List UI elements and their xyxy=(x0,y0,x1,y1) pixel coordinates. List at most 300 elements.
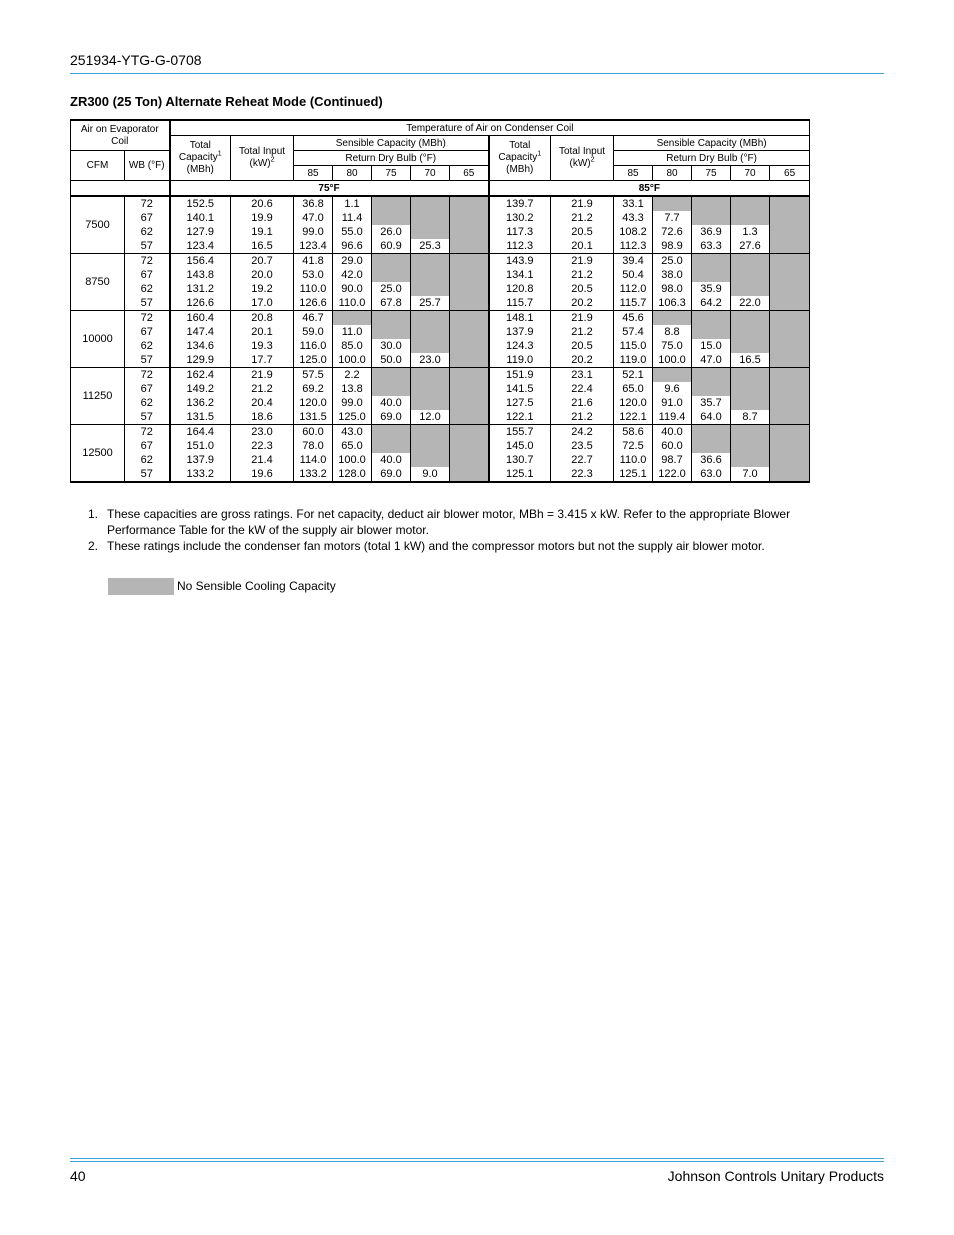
sensible-capacity-cell xyxy=(411,325,450,339)
table-row xyxy=(71,425,810,440)
total-input-cell: 22.7 xyxy=(551,453,614,467)
sensible-capacity-cell: 50.0 xyxy=(372,353,411,368)
table-row xyxy=(71,239,810,254)
total-capacity-cell: 133.2 xyxy=(170,467,231,482)
table-row xyxy=(71,282,810,296)
table-row xyxy=(71,410,810,425)
cfm-header: CFM xyxy=(71,151,125,181)
sensible-capacity-cell: 22.0 xyxy=(731,296,770,311)
sensible-capacity-cell: 114.0 xyxy=(294,453,333,467)
footnote-number: 1. xyxy=(88,507,99,521)
sensible-capacity-cell: 26.0 xyxy=(372,225,411,239)
total-input-cell: 20.2 xyxy=(551,296,614,311)
sensible-capacity-cell: 119.4 xyxy=(653,410,692,425)
total-capacity-header-b: Total Capacity$^1$ (MBh) xyxy=(489,136,551,181)
sensible-capacity-cell xyxy=(692,425,731,440)
total-capacity-cell: 143.9 xyxy=(489,254,551,269)
sensible-capacity-cell xyxy=(450,296,489,311)
sensible-capacity-cell xyxy=(731,396,770,410)
sensible-capacity-cell xyxy=(450,453,489,467)
sensible-capacity-cell xyxy=(692,311,731,326)
sensible-capacity-cell xyxy=(411,425,450,440)
sensible-capacity-cell: 133.2 xyxy=(294,467,333,482)
sensible-capacity-cell: 50.4 xyxy=(614,268,653,282)
sensible-capacity-cell xyxy=(770,296,810,311)
page-title: ZR300 (25 Ton) Alternate Reheat Mode (Continued) xyxy=(70,94,383,109)
sensible-capacity-cell: 69.0 xyxy=(372,410,411,425)
sensible-capacity-cell: 60.9 xyxy=(372,239,411,254)
total-capacity-cell: 112.3 xyxy=(489,239,551,254)
table-row xyxy=(71,296,810,311)
sensible-capacity-cell: 69.2 xyxy=(294,382,333,396)
sensible-capacity-cell: 100.0 xyxy=(333,353,372,368)
sensible-capacity-cell xyxy=(731,439,770,453)
total-capacity-cell: 123.4 xyxy=(170,239,231,254)
sensible-capacity-cell xyxy=(372,254,411,269)
sensible-capacity-cell xyxy=(450,225,489,239)
total-capacity-cell: 127.9 xyxy=(170,225,231,239)
total-input-cell: 20.1 xyxy=(231,325,294,339)
total-input-cell: 20.5 xyxy=(551,339,614,353)
table-row xyxy=(71,453,810,467)
sensible-capacity-cell xyxy=(770,211,810,225)
sensible-capacity-cell: 106.3 xyxy=(653,296,692,311)
legend-swatch xyxy=(108,578,174,595)
sensible-capacity-cell xyxy=(692,325,731,339)
wb-cell: 62 xyxy=(125,282,170,296)
sensible-capacity-cell: 110.0 xyxy=(294,282,333,296)
sensible-capacity-cell xyxy=(450,339,489,353)
sensible-capacity-cell: 123.4 xyxy=(294,239,333,254)
sensible-capacity-cell: 25.0 xyxy=(653,254,692,269)
sensible-capacity-cell xyxy=(770,353,810,368)
wb-cell: 57 xyxy=(125,239,170,254)
sensible-capacity-cell xyxy=(450,439,489,453)
sensible-capacity-cell: 8.8 xyxy=(653,325,692,339)
sensible-capacity-cell xyxy=(411,196,450,211)
total-capacity-cell: 149.2 xyxy=(170,382,231,396)
total-input-cell: 23.1 xyxy=(551,368,614,383)
total-capacity-cell: 137.9 xyxy=(489,325,551,339)
footnote-number: 2. xyxy=(88,539,99,553)
total-input-cell: 21.9 xyxy=(551,196,614,211)
table-row xyxy=(71,254,810,269)
total-capacity-cell: 164.4 xyxy=(170,425,231,440)
sensible-capacity-cell: 85.0 xyxy=(333,339,372,353)
sensible-capacity-cell xyxy=(372,439,411,453)
sensible-capacity-cell xyxy=(653,368,692,383)
table-row xyxy=(71,353,810,368)
total-capacity-cell: 134.6 xyxy=(170,339,231,353)
wb-cell: 57 xyxy=(125,353,170,368)
table-row xyxy=(71,325,810,339)
sensible-capacity-cell: 112.0 xyxy=(614,282,653,296)
total-input-cell: 20.5 xyxy=(551,282,614,296)
sensible-capacity-cell: 112.3 xyxy=(614,239,653,254)
db-col-b: 85 xyxy=(614,166,653,181)
sensible-capacity-cell xyxy=(731,339,770,353)
total-input-cell: 22.3 xyxy=(551,467,614,482)
sensible-capacity-cell xyxy=(450,254,489,269)
sensible-capacity-cell: 98.9 xyxy=(653,239,692,254)
sensible-capacity-cell: 55.0 xyxy=(333,225,372,239)
sensible-capacity-cell: 91.0 xyxy=(653,396,692,410)
sensible-capacity-cell xyxy=(770,467,810,482)
sensible-capacity-cell: 110.0 xyxy=(614,453,653,467)
total-input-cell: 21.2 xyxy=(551,325,614,339)
sensible-capacity-cell: 36.8 xyxy=(294,196,333,211)
sensible-capacity-cell: 65.0 xyxy=(614,382,653,396)
sensible-capacity-cell: 11.4 xyxy=(333,211,372,225)
total-capacity-cell: 151.0 xyxy=(170,439,231,453)
sensible-capacity-cell: 67.8 xyxy=(372,296,411,311)
sensible-capacity-cell xyxy=(372,268,411,282)
sensible-capacity-cell xyxy=(770,254,810,269)
sensible-capacity-cell xyxy=(411,439,450,453)
total-capacity-cell: 122.1 xyxy=(489,410,551,425)
sensible-capacity-cell xyxy=(411,254,450,269)
footnotes xyxy=(88,506,808,554)
sensible-capacity-cell: 47.0 xyxy=(294,211,333,225)
db-col-b: 65 xyxy=(770,166,810,181)
footnote xyxy=(88,506,808,538)
sensible-capacity-cell: 52.1 xyxy=(614,368,653,383)
sensible-capacity-cell xyxy=(692,254,731,269)
total-input-cell: 20.8 xyxy=(231,311,294,326)
sensible-capacity-cell: 60.0 xyxy=(653,439,692,453)
sensible-capacity-cell xyxy=(411,225,450,239)
total-capacity-cell: 151.9 xyxy=(489,368,551,383)
document-id: 251934-YTG-G-0708 xyxy=(70,52,202,68)
sensible-capacity-cell: 57.4 xyxy=(614,325,653,339)
sensible-capacity-cell xyxy=(692,368,731,383)
total-capacity-cell: 143.8 xyxy=(170,268,231,282)
wb-cell: 57 xyxy=(125,467,170,482)
sensible-capacity-cell xyxy=(450,382,489,396)
total-capacity-header-a: Total Capacity$^1$ (MBh) xyxy=(170,136,231,181)
sensible-capacity-cell: 25.7 xyxy=(411,296,450,311)
total-input-header-a: Total Input (kW)$^2$ xyxy=(231,136,294,181)
sensible-capacity-cell xyxy=(770,196,810,211)
sensible-capacity-cell xyxy=(450,239,489,254)
total-capacity-cell: 162.4 xyxy=(170,368,231,383)
total-capacity-cell: 141.5 xyxy=(489,382,551,396)
total-capacity-cell: 139.7 xyxy=(489,196,551,211)
total-capacity-cell: 126.6 xyxy=(170,296,231,311)
total-input-cell: 21.6 xyxy=(551,396,614,410)
sensible-capacity-cell xyxy=(692,382,731,396)
sensible-capacity-cell: 23.0 xyxy=(411,353,450,368)
sensible-capacity-cell xyxy=(411,311,450,326)
sensible-capacity-cell: 35.7 xyxy=(692,396,731,410)
db-col-a: 65 xyxy=(450,166,489,181)
total-input-cell: 20.6 xyxy=(231,196,294,211)
total-input-cell: 20.0 xyxy=(231,268,294,282)
sensible-capacity-cell: 25.0 xyxy=(372,282,411,296)
sensible-capacity-cell xyxy=(411,268,450,282)
total-input-header-b: Total Input (kW)$^2$ xyxy=(551,136,614,181)
sensible-capacity-cell: 30.0 xyxy=(372,339,411,353)
total-input-cell: 21.2 xyxy=(551,268,614,282)
sensible-capacity-cell xyxy=(731,311,770,326)
sensible-capacity-cell xyxy=(411,339,450,353)
total-input-cell: 19.6 xyxy=(231,467,294,482)
sensible-capacity-cell: 116.0 xyxy=(294,339,333,353)
publisher-name: Johnson Controls Unitary Products xyxy=(667,1168,884,1184)
total-capacity-cell: 147.4 xyxy=(170,325,231,339)
sensible-capacity-cell: 60.0 xyxy=(294,425,333,440)
sensible-capacity-cell: 99.0 xyxy=(294,225,333,239)
sensible-capacity-cell xyxy=(692,196,731,211)
sensible-capacity-cell: 1.3 xyxy=(731,225,770,239)
sensible-capacity-cell xyxy=(411,453,450,467)
total-input-cell: 19.9 xyxy=(231,211,294,225)
sensible-capacity-cell xyxy=(372,368,411,383)
sensible-capacity-cell: 12.0 xyxy=(411,410,450,425)
cfm-cell: 8750 xyxy=(71,254,125,311)
sensible-capacity-cell: 100.0 xyxy=(653,353,692,368)
sensible-capacity-cell: 40.0 xyxy=(372,396,411,410)
sensible-capacity-cell: 115.0 xyxy=(614,339,653,353)
return-dry-bulb-header-a: Return Dry Bulb (°F) xyxy=(294,151,489,166)
sensible-capacity-cell xyxy=(450,467,489,482)
sensible-capacity-cell xyxy=(770,225,810,239)
sensible-capacity-cell xyxy=(731,425,770,440)
sensible-capacity-cell: 46.7 xyxy=(294,311,333,326)
sensible-capacity-cell xyxy=(770,311,810,326)
performance-table xyxy=(70,119,809,483)
sensible-capacity-cell xyxy=(372,311,411,326)
footer-rule xyxy=(70,1161,884,1162)
wb-cell: 62 xyxy=(125,225,170,239)
header-rule xyxy=(70,73,884,74)
total-input-cell: 24.2 xyxy=(551,425,614,440)
sensible-capacity-cell xyxy=(731,282,770,296)
total-capacity-cell: 130.2 xyxy=(489,211,551,225)
sensible-capacity-cell: 39.4 xyxy=(614,254,653,269)
sensible-capacity-cell xyxy=(731,211,770,225)
total-capacity-cell: 124.3 xyxy=(489,339,551,353)
sensible-capacity-cell: 63.0 xyxy=(692,467,731,482)
return-dry-bulb-header-b: Return Dry Bulb (°F) xyxy=(614,151,810,166)
table-row xyxy=(71,196,810,211)
wb-cell: 72 xyxy=(125,311,170,326)
sensible-capacity-cell xyxy=(372,325,411,339)
sensible-capacity-cell xyxy=(411,382,450,396)
legend-label: No Sensible Cooling Capacity xyxy=(177,579,336,593)
total-input-cell: 19.2 xyxy=(231,282,294,296)
cfm-cell: 12500 xyxy=(71,425,125,483)
cfm-cell: 11250 xyxy=(71,368,125,425)
sensible-capacity-cell xyxy=(731,382,770,396)
sensible-capacity-cell: 64.2 xyxy=(692,296,731,311)
wb-cell: 67 xyxy=(125,382,170,396)
sensible-capacity-cell xyxy=(411,396,450,410)
cfm-cell: 10000 xyxy=(71,311,125,368)
sensible-capacity-cell xyxy=(372,382,411,396)
total-capacity-cell: 137.9 xyxy=(170,453,231,467)
table-row xyxy=(71,339,810,353)
total-input-cell: 21.9 xyxy=(551,311,614,326)
sensible-capacity-cell xyxy=(450,282,489,296)
sensible-capacity-cell: 11.0 xyxy=(333,325,372,339)
total-capacity-cell: 120.8 xyxy=(489,282,551,296)
total-capacity-cell: 148.1 xyxy=(489,311,551,326)
sensible-capacity-cell: 7.7 xyxy=(653,211,692,225)
sensible-capacity-cell: 128.0 xyxy=(333,467,372,482)
sensible-capacity-cell xyxy=(450,410,489,425)
sensible-capacity-cell xyxy=(372,425,411,440)
total-input-cell: 20.4 xyxy=(231,396,294,410)
wb-cell: 62 xyxy=(125,453,170,467)
sensible-capacity-cell xyxy=(770,425,810,440)
sensible-capacity-cell: 29.0 xyxy=(333,254,372,269)
db-col-b: 80 xyxy=(653,166,692,181)
sensible-capacity-cell xyxy=(450,325,489,339)
sensible-capacity-cell: 57.5 xyxy=(294,368,333,383)
sensible-capacity-cell: 13.8 xyxy=(333,382,372,396)
total-capacity-cell: 119.0 xyxy=(489,353,551,368)
total-capacity-cell: 145.0 xyxy=(489,439,551,453)
sensible-capacity-cell: 125.0 xyxy=(333,410,372,425)
total-capacity-cell: 125.1 xyxy=(489,467,551,482)
sensible-capacity-cell: 100.0 xyxy=(333,453,372,467)
condenser-temp-75: 75°F xyxy=(170,181,489,197)
sensible-capacity-cell: 99.0 xyxy=(333,396,372,410)
sensible-capacity-cell xyxy=(450,196,489,211)
total-capacity-cell: 155.7 xyxy=(489,425,551,440)
sensible-capacity-cell xyxy=(653,196,692,211)
db-col-a: 80 xyxy=(333,166,372,181)
sensible-capacity-cell xyxy=(692,439,731,453)
sensible-capacity-cell: 58.6 xyxy=(614,425,653,440)
sensible-capacity-header-a: Sensible Capacity (MBh) xyxy=(294,136,489,151)
page-number: 40 xyxy=(70,1168,86,1184)
sensible-capacity-cell: 125.0 xyxy=(294,353,333,368)
total-input-cell: 22.3 xyxy=(231,439,294,453)
wb-cell: 72 xyxy=(125,425,170,440)
sensible-capacity-cell: 42.0 xyxy=(333,268,372,282)
db-col-a: 75 xyxy=(372,166,411,181)
sensible-capacity-cell: 9.0 xyxy=(411,467,450,482)
sensible-capacity-cell: 16.5 xyxy=(731,353,770,368)
total-capacity-cell: 152.5 xyxy=(170,196,231,211)
footer-rule xyxy=(70,1158,884,1159)
sensible-capacity-cell xyxy=(450,311,489,326)
total-capacity-cell: 160.4 xyxy=(170,311,231,326)
sensible-capacity-cell: 64.0 xyxy=(692,410,731,425)
total-input-cell: 23.5 xyxy=(551,439,614,453)
condenser-temp-85: 85°F xyxy=(489,181,810,197)
sensible-capacity-cell xyxy=(770,410,810,425)
sensible-capacity-cell xyxy=(411,282,450,296)
sensible-capacity-cell xyxy=(731,254,770,269)
sensible-capacity-cell: 38.0 xyxy=(653,268,692,282)
db-col-a: 70 xyxy=(411,166,450,181)
total-capacity-cell: 117.3 xyxy=(489,225,551,239)
total-capacity-cell: 131.5 xyxy=(170,410,231,425)
sensible-capacity-cell xyxy=(770,439,810,453)
sensible-capacity-cell xyxy=(692,211,731,225)
sensible-capacity-cell xyxy=(770,282,810,296)
sensible-capacity-cell: 122.0 xyxy=(653,467,692,482)
wb-cell: 57 xyxy=(125,296,170,311)
sensible-capacity-cell xyxy=(731,453,770,467)
total-input-cell: 21.4 xyxy=(231,453,294,467)
sensible-capacity-cell xyxy=(731,196,770,211)
sensible-capacity-cell: 78.0 xyxy=(294,439,333,453)
table-row xyxy=(71,268,810,282)
wb-cell: 57 xyxy=(125,410,170,425)
sensible-capacity-cell: 98.0 xyxy=(653,282,692,296)
sensible-capacity-cell: 90.0 xyxy=(333,282,372,296)
sensible-capacity-cell: 108.2 xyxy=(614,225,653,239)
sensible-capacity-cell: 40.0 xyxy=(653,425,692,440)
wb-cell: 67 xyxy=(125,325,170,339)
wb-cell: 62 xyxy=(125,339,170,353)
total-input-cell: 19.1 xyxy=(231,225,294,239)
sensible-capacity-cell: 9.6 xyxy=(653,382,692,396)
total-capacity-cell: 115.7 xyxy=(489,296,551,311)
total-input-cell: 20.7 xyxy=(231,254,294,269)
sensible-capacity-cell xyxy=(770,339,810,353)
sensible-capacity-cell xyxy=(770,368,810,383)
total-input-cell: 21.9 xyxy=(231,368,294,383)
total-capacity-cell: 127.5 xyxy=(489,396,551,410)
sensible-capacity-cell xyxy=(770,396,810,410)
sensible-capacity-cell: 36.6 xyxy=(692,453,731,467)
total-capacity-cell: 156.4 xyxy=(170,254,231,269)
wb-cell: 72 xyxy=(125,254,170,269)
sensible-capacity-cell: 122.1 xyxy=(614,410,653,425)
total-input-cell: 20.5 xyxy=(551,225,614,239)
footnote-text: These capacities are gross ratings. For net capacity, deduct air blower motor, MBh = 3.415 x kW. Refer to the appropriate Blower Performance Table for the kW of the supply air blower motor. xyxy=(107,507,791,537)
sensible-capacity-cell xyxy=(770,239,810,254)
sensible-capacity-cell: 40.0 xyxy=(372,453,411,467)
db-col-b: 75 xyxy=(692,166,731,181)
sensible-capacity-cell xyxy=(770,382,810,396)
sensible-capacity-cell: 43.0 xyxy=(333,425,372,440)
table-row xyxy=(71,368,810,383)
sensible-capacity-cell: 98.7 xyxy=(653,453,692,467)
sensible-capacity-cell xyxy=(653,311,692,326)
sensible-capacity-cell: 27.6 xyxy=(731,239,770,254)
sensible-capacity-cell xyxy=(450,268,489,282)
sensible-capacity-cell: 25.3 xyxy=(411,239,450,254)
sensible-capacity-cell xyxy=(770,325,810,339)
sensible-capacity-cell: 120.0 xyxy=(294,396,333,410)
total-input-cell: 21.2 xyxy=(231,382,294,396)
total-input-cell: 16.5 xyxy=(231,239,294,254)
sensible-capacity-cell: 96.6 xyxy=(333,239,372,254)
sensible-capacity-cell xyxy=(333,311,372,326)
total-input-cell: 18.6 xyxy=(231,410,294,425)
sensible-capacity-cell: 15.0 xyxy=(692,339,731,353)
sensible-capacity-cell xyxy=(450,211,489,225)
sensible-capacity-cell: 126.6 xyxy=(294,296,333,311)
sensible-capacity-cell xyxy=(692,268,731,282)
cfm-cell: 7500 xyxy=(71,196,125,254)
sensible-capacity-cell: 131.5 xyxy=(294,410,333,425)
sensible-capacity-cell xyxy=(450,396,489,410)
db-col-a: 85 xyxy=(294,166,333,181)
footnote xyxy=(88,538,808,554)
total-input-cell: 21.9 xyxy=(551,254,614,269)
table-row xyxy=(71,382,810,396)
sensible-capacity-cell xyxy=(731,325,770,339)
total-input-cell: 19.3 xyxy=(231,339,294,353)
total-capacity-cell: 134.1 xyxy=(489,268,551,282)
